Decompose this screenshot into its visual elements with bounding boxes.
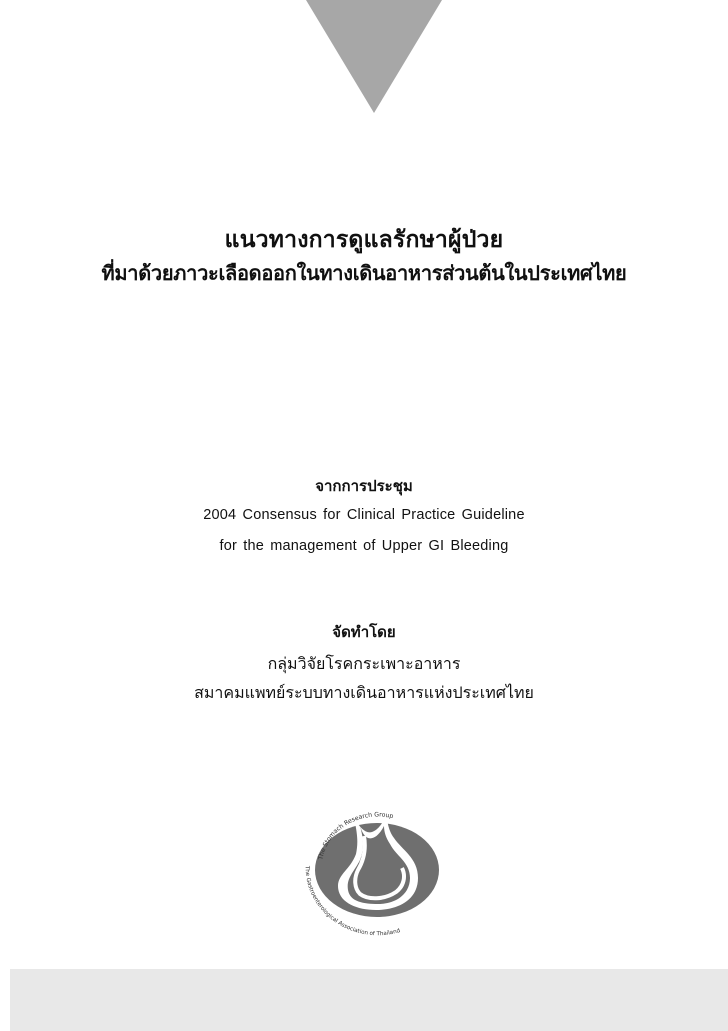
meeting-label: จากการประชุม [315, 477, 413, 495]
research-group-name: กลุ่มวิจัยโรคกระเพาะอาหาร [267, 654, 461, 673]
page-title-line-2: ที่มาด้วยภาวะเลือดออกในทางเดินอาหารส่วนต้นในประเทศไทย [101, 261, 627, 285]
consensus-title-line-2: for the management of Upper GI Bleeding [219, 538, 509, 554]
consensus-title-line-1: 2004 Consensus for Clinical Practice Guideline [203, 507, 525, 523]
page-title-line-1: แนวทางการดูแลรักษาผู้ป่วย [224, 227, 504, 253]
bottom-band [10, 969, 728, 1031]
top-triangle-decoration [306, 0, 442, 113]
stomach-logo-icon [300, 790, 452, 940]
prepared-by-label: จัดทำโดย [332, 623, 396, 641]
logo-top-text: The Stomach Research Group [317, 811, 395, 861]
association-name: สมาคมแพทย์ระบบทางเดินอาหารแห่งประเทศไทย [194, 683, 534, 702]
logo-bottom-text: The Gastroenterological Association of Thailand [303, 865, 401, 938]
